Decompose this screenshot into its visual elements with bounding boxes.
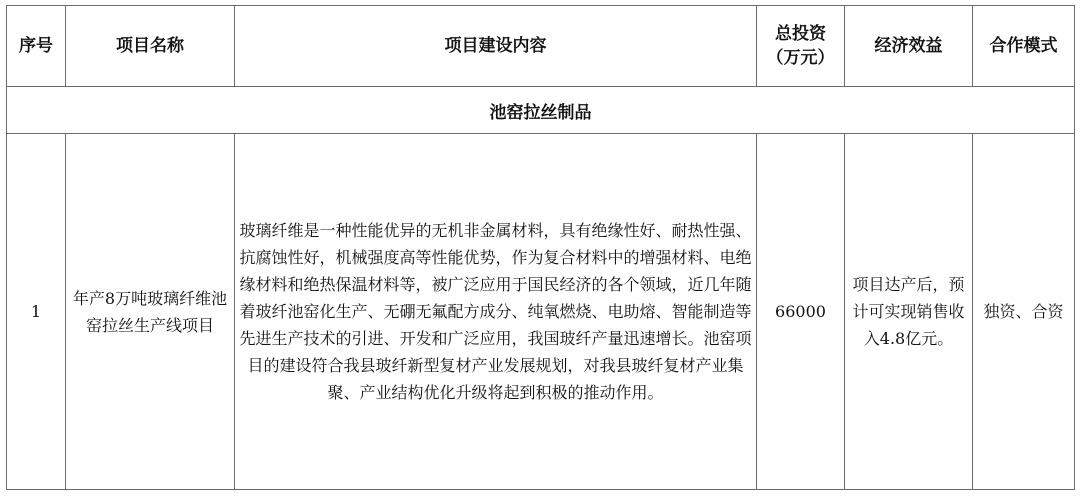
project-content-text: 玻璃纤维是一种性能优异的无机非金属材料，具有绝缘性好、耐热性强、抗腐蚀性好，机械强度高等性能优势，作为复合材料中的增强材料、电绝缘材料和绝热保温材料等，被广泛应用于国民经济的各个领域，近几年随着玻纤池窑化生产、无硼无氟配方成分、纯氧燃烧、电助熔、智能制造等先进生产技术的引进、开发和广泛应用，我国玻纤产量迅速增长。池窑项目的建设符合我县玻纤新型复材产业发展规划，对我县玻纤复材产业集聚、产业结构优化升级将起到积极的推动作用。 [239,221,752,402]
cell-project-name: 年产8万吨玻璃纤维池窑拉丝生产线项目 [66,134,235,490]
header-investment-line2: （万元） [766,48,835,68]
header-investment [757,6,845,87]
cell-no: 1 [7,134,66,490]
cell-project-content [235,134,757,490]
table-row [7,134,1075,490]
section-title: 池窑拉丝制品 [7,87,1075,134]
section-row [7,87,1075,134]
cell-benefit: 项目达产后，预计可实现销售收入4.8亿元。 [845,134,973,490]
project-table [6,5,1075,490]
header-content: 项目建设内容 [235,6,757,87]
header-no: 序号 [7,6,66,87]
table-header-row [7,6,1075,87]
header-name: 项目名称 [66,6,235,87]
header-investment-line1: 总投资 [775,24,826,44]
cell-investment: 66000 [757,134,845,490]
cell-mode: 独资、合资 [973,134,1075,490]
header-benefit: 经济效益 [845,6,973,87]
header-mode: 合作模式 [973,6,1075,87]
